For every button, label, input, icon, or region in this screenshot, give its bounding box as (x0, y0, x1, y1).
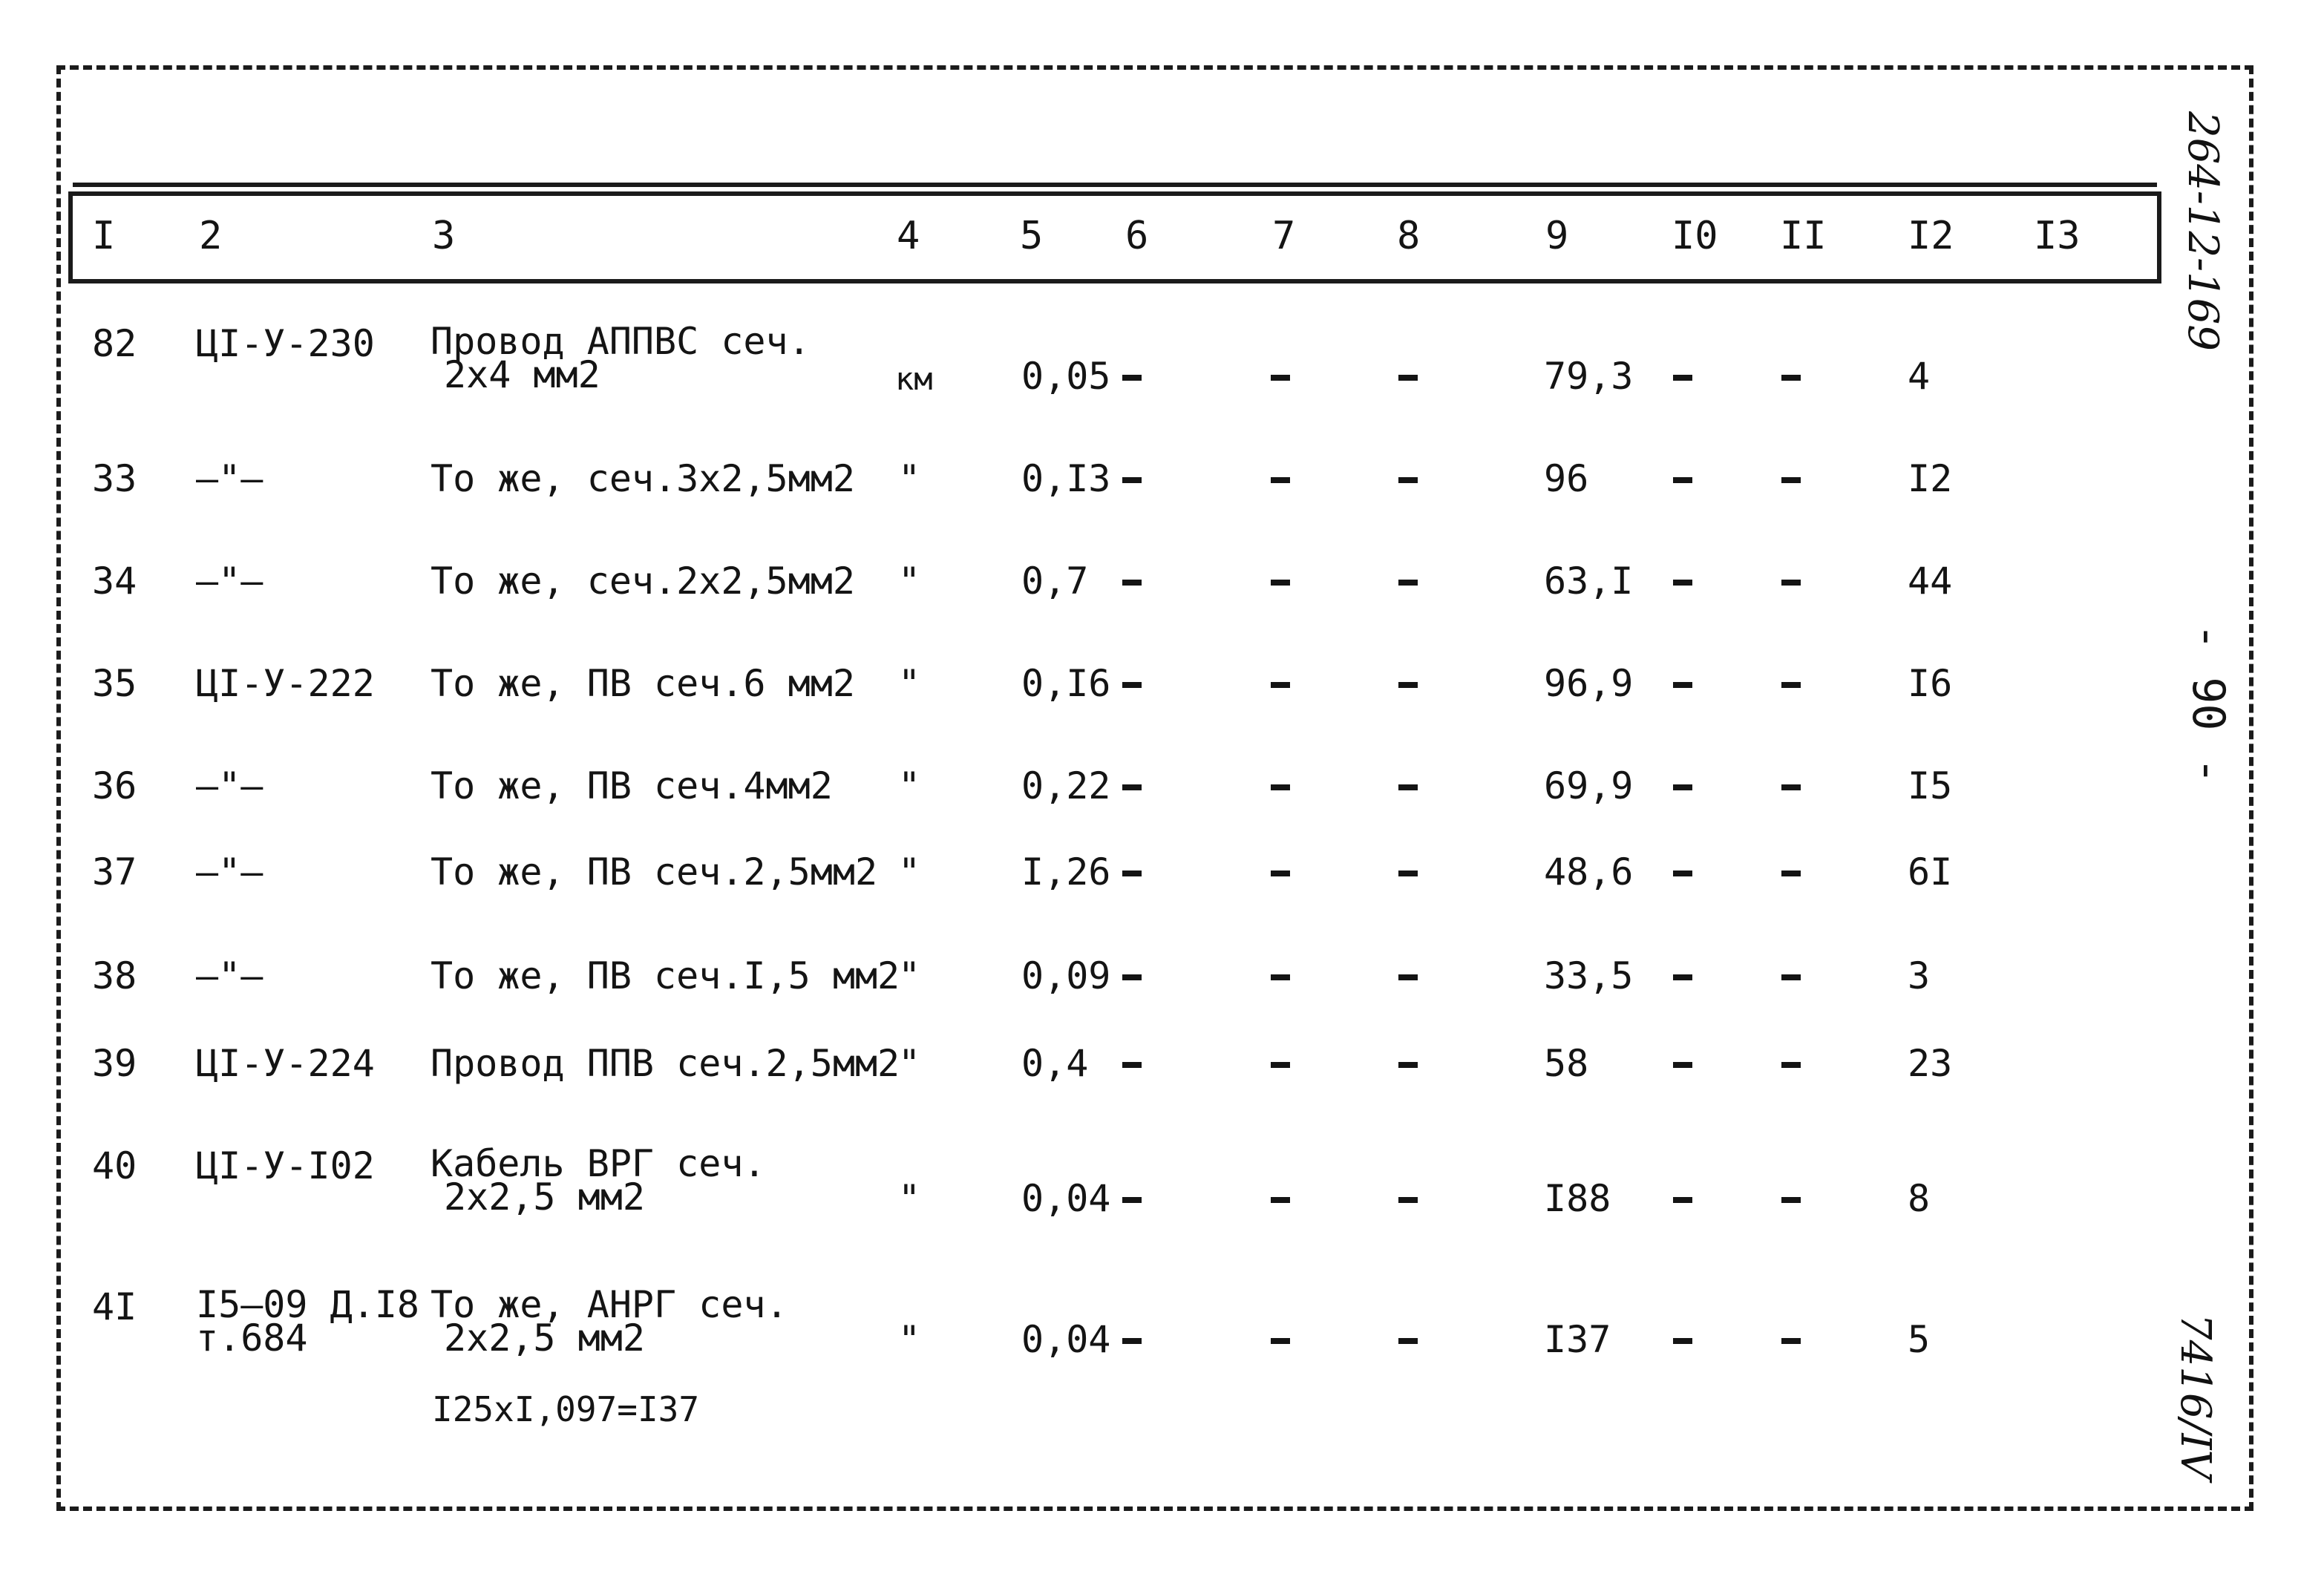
row-col-10-dash (1673, 682, 1692, 688)
row-description: То же, сеч.2х2,5мм2 (431, 560, 855, 603)
row-description: То же, ПВ сеч.I,5 мм2 (431, 954, 900, 997)
row-col-8-dash (1398, 1338, 1418, 1344)
row-col-6-dash (1122, 1197, 1142, 1203)
row-col-7-dash (1271, 784, 1290, 790)
row-col-12: 5 (1908, 1318, 1931, 1361)
header-col-7: 7 (1272, 214, 1296, 258)
row-unit: " (898, 1042, 921, 1085)
description-line-1: Кабель ВРГ сеч. (431, 1142, 766, 1185)
page-number: - 90 - (2182, 623, 2234, 784)
row-col-6-dash (1122, 580, 1142, 586)
archive-number-annotation: 7416/IV (2171, 1314, 2219, 1480)
row-unit: км (895, 361, 933, 397)
row-col-5: I,26 (1021, 850, 1111, 894)
row-code: –"– (196, 954, 264, 997)
row-col-10-dash (1673, 477, 1692, 483)
row-unit: " (898, 1177, 921, 1220)
row-col-11-dash (1781, 580, 1801, 586)
code-line-2: т.684 (196, 1317, 308, 1360)
row-col-7-dash (1271, 1197, 1290, 1203)
row-col-11-dash (1781, 682, 1801, 688)
row-col-6-dash (1122, 375, 1142, 381)
row-number: 35 (92, 662, 137, 705)
row-number: 40 (92, 1144, 137, 1187)
row-col-8-dash (1398, 871, 1418, 876)
row-col-5: 0,05 (1021, 355, 1111, 398)
row-col-8-dash (1398, 477, 1418, 483)
row-col-8-dash (1398, 974, 1418, 980)
row-number: 38 (92, 954, 137, 997)
description-line-1: Провод АППВС сеч. (431, 320, 811, 363)
header-col-13: I3 (2034, 214, 2081, 258)
row-unit: " (898, 954, 921, 997)
row-code: –"– (196, 764, 264, 807)
header-col-1: I (92, 214, 116, 258)
row-col-12: I2 (1908, 457, 1953, 500)
row-code: –"– (196, 850, 264, 894)
row-col-12: 44 (1908, 560, 1953, 603)
row-col-12: 6I (1908, 850, 1953, 894)
header-col-12: I2 (1908, 214, 1954, 258)
row-col-7-dash (1271, 477, 1290, 483)
row-unit: " (898, 1318, 921, 1361)
row-code: ЦI-У-222 (196, 662, 375, 705)
row-col-10-dash (1673, 1062, 1692, 1068)
row-col-6-dash (1122, 682, 1142, 688)
row-description (431, 320, 811, 396)
row-col-8-dash (1398, 1197, 1418, 1203)
header-col-6: 6 (1125, 214, 1149, 258)
row-description: То же, ПВ сеч.4мм2 (431, 764, 833, 807)
row-col-8-dash (1398, 682, 1418, 688)
row-col-12: I5 (1908, 764, 1953, 807)
row-col-5: 0,09 (1021, 954, 1111, 997)
row-number: 82 (92, 322, 137, 365)
table-header (68, 191, 2161, 283)
row-col-9: 96,9 (1544, 662, 1634, 705)
row-col-9: I88 (1544, 1177, 1611, 1220)
row-code (196, 1283, 420, 1360)
row-code: ЦI-У-230 (196, 322, 375, 365)
row-col-8-dash (1398, 1062, 1418, 1068)
header-top-rule (73, 183, 2157, 187)
row-col-9: 69,9 (1544, 764, 1634, 807)
row-description: То же, ПВ сеч.2,5мм2 (431, 850, 878, 894)
row-col-8-dash (1398, 784, 1418, 790)
row-col-6-dash (1122, 784, 1142, 790)
row-col-7-dash (1271, 1062, 1290, 1068)
row-col-9: 79,3 (1544, 355, 1634, 398)
row-col-6-dash (1122, 871, 1142, 876)
row-description: То же, сеч.3х2,5мм2 (431, 457, 855, 500)
row-col-9: 63,I (1544, 560, 1634, 603)
code-line-1: I5–09 Д.I8 (196, 1283, 420, 1326)
row-code: –"– (196, 457, 264, 500)
row-col-12: 8 (1908, 1177, 1931, 1220)
row-col-7-dash (1271, 682, 1290, 688)
row-col-10-dash (1673, 580, 1692, 586)
header-col-11: II (1780, 214, 1827, 258)
row-number: 37 (92, 850, 137, 894)
row-col-10-dash (1673, 871, 1692, 876)
row-col-7-dash (1271, 871, 1290, 876)
document-code-annotation: 264-12-169 (2179, 111, 2227, 351)
row-col-5: 0,7 (1021, 560, 1089, 603)
row-description: Провод ППВ сеч.2,5мм2 (431, 1042, 900, 1085)
row-col-12: 4 (1908, 355, 1931, 398)
row-col-11-dash (1781, 1197, 1801, 1203)
header-col-3: 3 (432, 214, 456, 258)
row-col-5: 0,I3 (1021, 457, 1111, 500)
row-col-9: 58 (1544, 1042, 1589, 1085)
row-col-9: I37 (1544, 1318, 1611, 1361)
row-col-12: I6 (1908, 662, 1953, 705)
row-col-11-dash (1781, 477, 1801, 483)
row-col-7-dash (1271, 974, 1290, 980)
row-col-8-dash (1398, 375, 1418, 381)
header-col-4: 4 (897, 214, 920, 258)
row-description (431, 1283, 788, 1360)
calculation-note: I25хI,097=I37 (432, 1389, 700, 1429)
row-col-8-dash (1398, 580, 1418, 586)
row-col-12: 23 (1908, 1042, 1953, 1085)
header-col-5: 5 (1020, 214, 1044, 258)
row-code: ЦI-У-224 (196, 1042, 375, 1085)
header-col-8: 8 (1397, 214, 1421, 258)
row-col-5: 0,I6 (1021, 662, 1111, 705)
description-line-1: То же, АНРГ сеч. (431, 1283, 788, 1326)
row-col-11-dash (1781, 1062, 1801, 1068)
row-col-7-dash (1271, 375, 1290, 381)
row-description: То же, ПВ сеч.6 мм2 (431, 662, 855, 705)
header-col-10: I0 (1672, 214, 1718, 258)
row-col-11-dash (1781, 1338, 1801, 1344)
row-col-5: 0,04 (1021, 1177, 1111, 1220)
row-unit: " (898, 850, 921, 894)
description-line-2: 2х4 мм2 (444, 353, 600, 396)
row-col-11-dash (1781, 375, 1801, 381)
row-col-10-dash (1673, 1338, 1692, 1344)
row-unit: " (898, 457, 921, 500)
row-code: –"– (196, 560, 264, 603)
row-col-7-dash (1271, 580, 1290, 586)
row-col-6-dash (1122, 974, 1142, 980)
row-unit: " (898, 662, 921, 705)
row-col-11-dash (1781, 974, 1801, 980)
row-col-10-dash (1673, 974, 1692, 980)
row-col-10-dash (1673, 375, 1692, 381)
row-number: 4I (92, 1285, 137, 1328)
row-col-5: 0,22 (1021, 764, 1111, 807)
header-col-2: 2 (199, 214, 223, 258)
row-col-6-dash (1122, 1338, 1142, 1344)
row-col-10-dash (1673, 784, 1692, 790)
row-code: ЦI-У-I02 (196, 1144, 375, 1187)
row-col-11-dash (1781, 871, 1801, 876)
row-number: 33 (92, 457, 137, 500)
row-col-11-dash (1781, 784, 1801, 790)
row-col-6-dash (1122, 1062, 1142, 1068)
row-unit: " (898, 560, 921, 603)
header-col-9: 9 (1545, 214, 1569, 258)
row-col-9: 33,5 (1544, 954, 1634, 997)
row-number: 34 (92, 560, 137, 603)
row-col-5: 0,04 (1021, 1318, 1111, 1361)
row-col-5: 0,4 (1021, 1042, 1089, 1085)
row-number: 36 (92, 764, 137, 807)
row-col-9: 48,6 (1544, 850, 1634, 894)
row-number: 39 (92, 1042, 137, 1085)
row-unit: " (898, 764, 921, 807)
row-description (431, 1142, 766, 1219)
description-line-2: 2х2,5 мм2 (444, 1317, 645, 1360)
row-col-10-dash (1673, 1197, 1692, 1203)
row-col-7-dash (1271, 1338, 1290, 1344)
description-line-2: 2х2,5 мм2 (444, 1176, 645, 1219)
row-col-9: 96 (1544, 457, 1589, 500)
row-col-12: 3 (1908, 954, 1931, 997)
row-col-6-dash (1122, 477, 1142, 483)
